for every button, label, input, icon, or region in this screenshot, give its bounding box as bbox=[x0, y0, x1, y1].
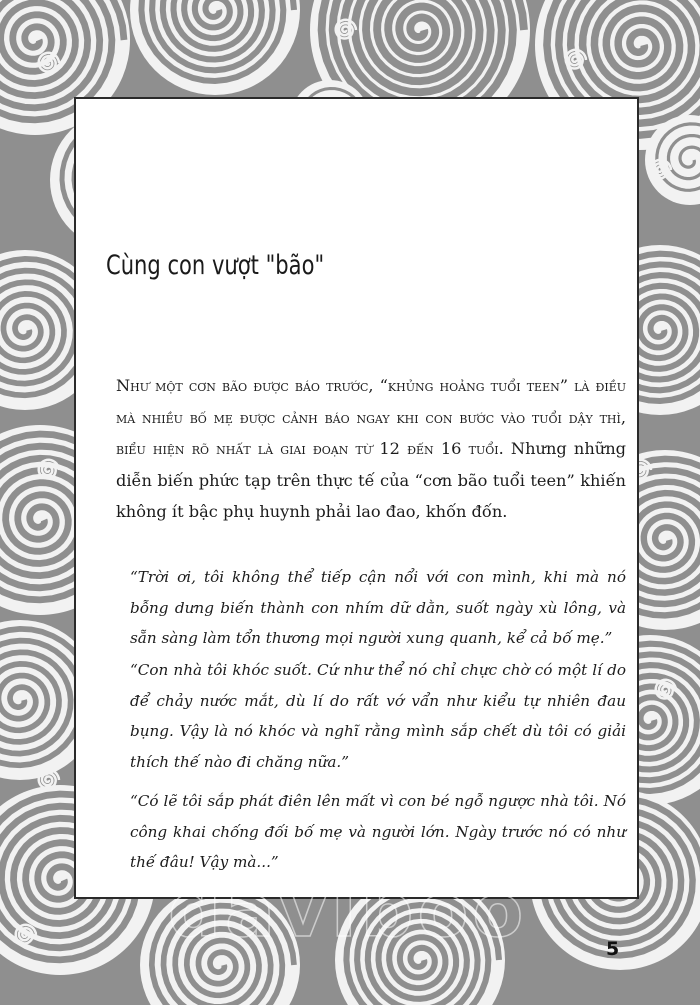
quote-3: “Có lẽ tôi sắp phát điên lên mất vì con bé ngỗ ngược nhà tôi. Nó công khai chống đối bố mẹ và người lớn. Ngày trước nó có như thế đâu! Vậy mà...” bbox=[130, 792, 626, 871]
watermark: daviboo bbox=[168, 868, 528, 954]
intro-body: Nhưng những diễn biến phức tạp trên thực tế của “cơn bão tuổi teen” khiến không ít bậc phụ huynh phải lao đao, khốn đốn. bbox=[116, 439, 626, 521]
page-number: 5 bbox=[606, 938, 620, 960]
page-content bbox=[92, 120, 627, 890]
quote-2: “Con nhà tôi khóc suốt. Cứ như thể nó chỉ chực chờ có một lí do để chảy nước mắt, dù lí do rất vớ vẩn như kiểu tự nhiên đau bụng. Vậy là nó khóc và nghĩ rằng mình sắp chết dù tôi có giải thích thế nào đi chăng nữa.” bbox=[130, 661, 626, 771]
intro-lead: Như một cơn bão được báo trước, “khủng hoảng tuổi teen” là điều mà nhiều bố mẹ được cảnh báo ngay khi con bước vào tuổi dậy thì, biểu hiện rõ nhất là giai đoạn từ 12 đến 16 tuổi. bbox=[116, 376, 626, 458]
quote-1: “Trời ơi, tôi không thể tiếp cận nổi với con mình, khi mà nó bỗng dưng biến thành con nhím dữ dằn, suốt ngày xù lông, và sẵn sàng làm tổn thương mọi người xung quanh, kể cả bố mẹ.” bbox=[130, 568, 626, 647]
intro-paragraph bbox=[116, 370, 626, 528]
chapter-title: Cùng con vượt "bão" bbox=[106, 250, 325, 281]
